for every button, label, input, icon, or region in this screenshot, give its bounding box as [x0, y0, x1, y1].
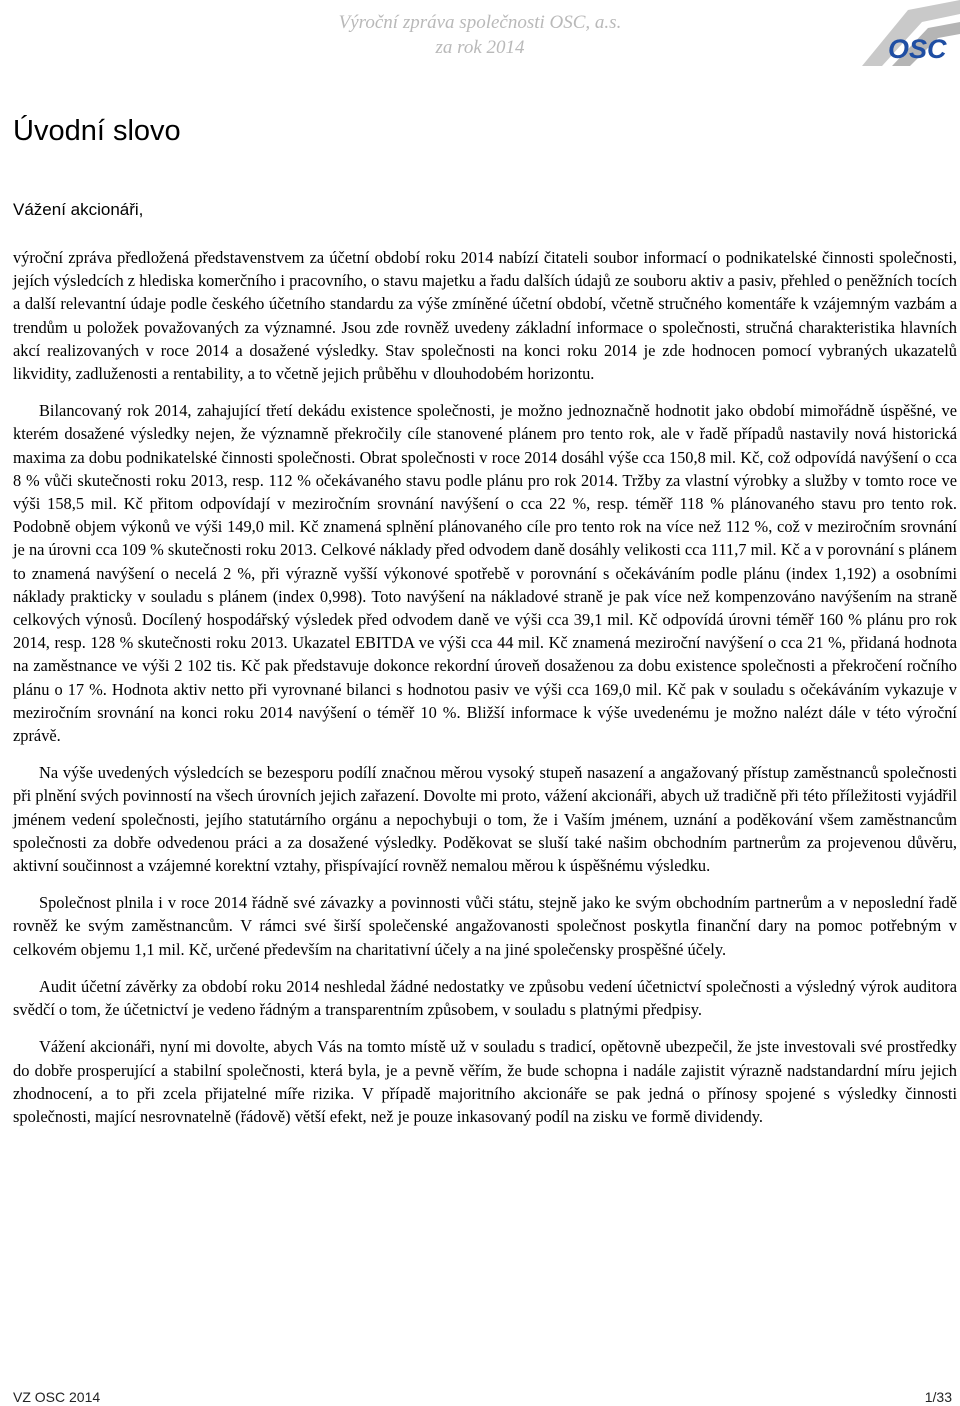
paragraph-results: Bilancovaný rok 2014, zahajující třetí dekádu existence společnosti, je možno jednoznačně hodnotit jako období mimořádně úspěšné, ve kterém dosažené výsledky nejen, že významně překročily cíle stanovené plánem pro tento rok, ale v řadě případů nastavily nová historická maxima za dobu podnikatelské činnosti společnosti. Obrat společnosti v roce 2014 dosáhl výše cca 150,8 mil. Kč, což odpovídá navýšení o cca 8 % vůči skutečnosti roku 2013, resp. 112 % očekávaného stavu podle plánu pro rok 2014. Tržby za vlastní výrobky a služby v tomto roce ve výši 158,5 mil. Kč přitom odpovídají v meziročním srovnání navýšení o cca 22 %, resp. téměř 118 % plánovaného stavu pro tento rok. Podobně objem výkonů ve výši 149,0 mil. Kč znamená splnění plánovaného cíle pro tento rok na více než 112 %, což v meziročním srovnání je na úrovni cca 109 % skutečnosti roku 2013. Celkové náklady před odvodem daně dosáhly velikosti cca 111,7 mil. Kč a v porovnání s plánem to znamená navýšení o necelá 2 %, při výrazně vyšší výkonové spotřebě v porovnání s očekáváním podle plánu (index 1,192) a osobními náklady prakticky v souladu s plánem (index 0,998). Toto navýšení na nákladové straně je pak více než kompenzováno navýšením na straně celkových výnosů. Docílený hospodářský výsledek před odvodem daně ve výši cca 39,1 mil. Kč odpovídá úrovni téměř 160 % plánu pro rok 2014, resp. 128 % skutečnosti roku 2013. Ukazatel EBITDA ve výši cca 44 mil. Kč znamená meziroční navýšení o cca 21 %, přidaná hodnota na zaměstnance ve výši 2 102 tis. Kč pak představuje dokonce rekordní úroveň dosaženou za dobu existence společnosti a překročení ročního plánu o 17 %. Hodnota aktiv netto při vyrovnané bilanci s hodnotou pasiv ve výši cca 169,0 mil. Kč pak v souladu s očekáváním vykazuje v meziročním srovnání na konci roku 2014 navýšení o téměř 10 %. Bližší informace k výše uvedenému je možno nalézt dále v této výroční zprávě.: [13, 401, 957, 746]
paragraph-audit: Audit účetní závěrky za období roku 2014 neshledal žádné nedostatky ve způsobu vedení účetnictví společnosti a výsledný výrok auditora svědčí o tom, že účetnictví je vedeno řádným a transparentním způsobem, v souladu s platnými předpisy.: [13, 976, 957, 1020]
paragraph-thanks: Na výše uvedených výsledcích se bezesporu podílí značnou měrou vysoký stupeň nasazení a angažovaný přístup zaměstnanců společnosti při plnění svých povinností na všech úrovních jejich zařazení. Dovolte mi proto, vážení akcionáři, abych už tradičně při této příležitosti vyjádřil jménem vedení společnosti, jejího statutárního orgánu a nepochybuji o tom, že i Vaším jménem, uznání a poděkování všem zaměstnancům společnosti za dobře odvedenou práci a za dosažené výsledky. Poděkovat se sluší také našim obchodním partnerům za projevenou důvěru, aktivní součinnost a vzájemné korektní vztahy, přispívající rovněž nemalou měrou k úspěšnému výsledku.: [13, 763, 957, 876]
footer-page-number: 1/33: [924, 1389, 952, 1405]
paragraph-intro: výroční zpráva předložená představenstvem za účetní období roku 2014 nabízí čitateli soubor informací o podnikatelské činnosti společnosti, jejích výsledcích z hlediska komerčního i pracovního, o stavu majetku a řadu dalších údajů ze souboru aktiv a pasiv, přehled o peněžních tocích a další relevantní údaje podle českého účetního standardu za výše zmíněné účetní období, včetně stručného komentáře k vzájemným vazbám a trendům u položek považovaných za významné. Jsou zde rovněž uvedeny základní informace o společnosti, stručná charakteristika hlavních akcí realizovaných v roce 2014 a dosažené výsledky. Stav společnosti na konci roku 2014 je zde hodnocen pomocí vybraných ukazatelů likvidity, zadluženosti a rentability, a to včetně jejich průběhu v dlouhodobém horizontu.: [13, 248, 957, 384]
header-title-line2: za rok 2014: [435, 37, 525, 58]
osc-logo: [848, 0, 960, 72]
header-title-line1: Výroční zpráva společnosti OSC, a.s.: [338, 12, 622, 33]
footer-document-id: VZ OSC 2014: [13, 1389, 101, 1405]
page-title: Úvodní slovo: [13, 115, 181, 147]
body-text: [13, 246, 957, 1142]
paragraph-obligations: Společnost plnila i v roce 2014 řádně své závazky a povinnosti vůči státu, stejně jako ke svým obchodním partnerům a v neposlední řadě rovněž ke svým zaměstnancům. V rámci své širší společenské angažovanosti společnost poskytla finanční dary na pomoc potřebným v celkovém objemu 1,1 mil. Kč, určené především na charitativní účely a na jiné společensky prospěšné účely.: [13, 893, 957, 959]
paragraph-closing: Vážení akcionáři, nyní mi dovolte, abych Vás na tomto místě už v souladu s tradicí, opětovně ubezpečil, že jste investovali své prostředky do dobře prosperující a stabilní společnosti, která byla, je a pevně věřím, že bude schopna i nadále zajistit výrazně nadstandardní míru jejich zhodnocení, a to při zcela přijatelné míře rizika. V případě majoritního akcionáře se pak jedná o přínosy spojené s výsledky činnosti společnosti, mající nesrovnatelně (řádově) větší efekt, než je pouze inkasovaný podíl na zisku ve formě dividendy.: [13, 1037, 957, 1126]
logo-text: OSC: [888, 34, 947, 64]
salutation: Vážení akcionáři,: [13, 200, 144, 219]
report-header: [0, 10, 960, 60]
